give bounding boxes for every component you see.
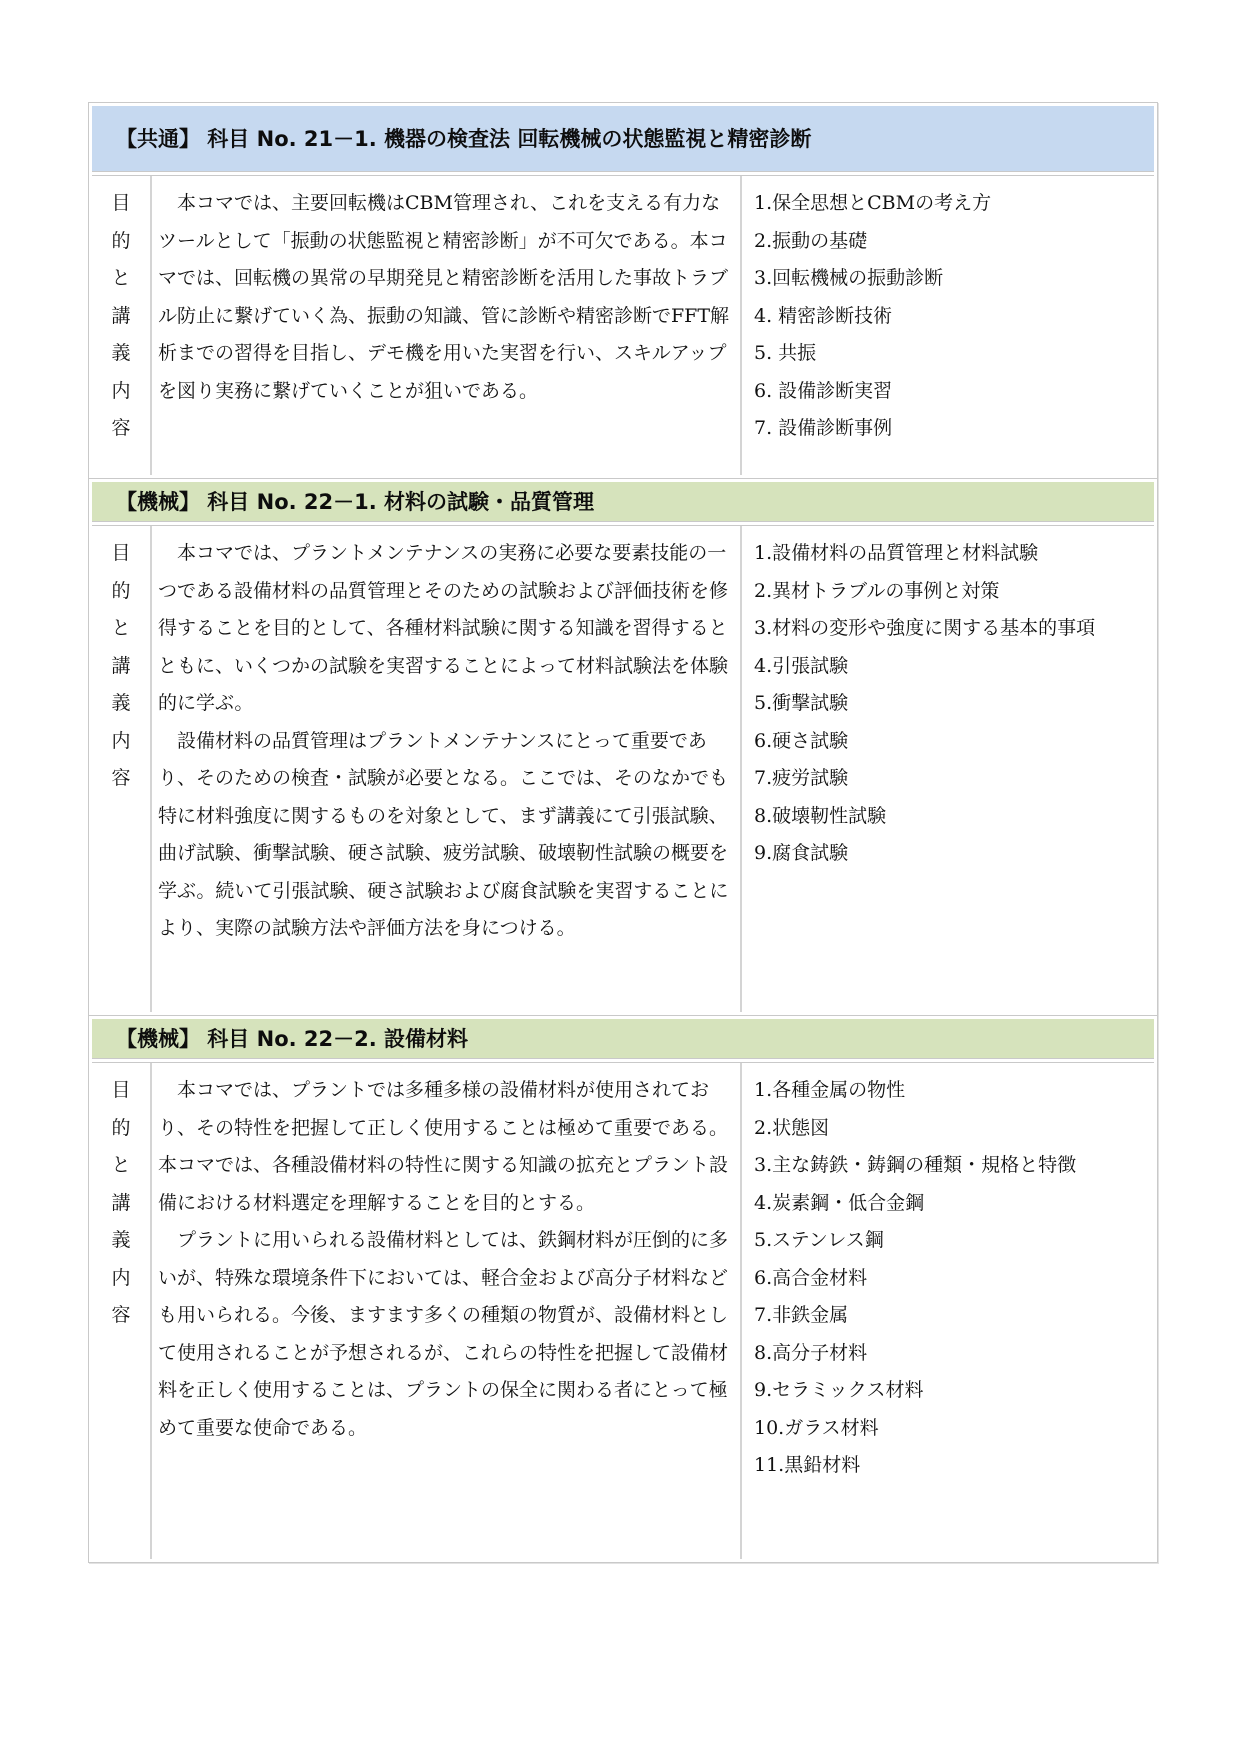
list-item: 3.主な鋳鉄・鋳鋼の種類・規格と特徴: [754, 1154, 1077, 1176]
list-item: 1.保全思想とCBMの考え方: [754, 192, 992, 214]
topic-list: [742, 1063, 1154, 1559]
purpose-label: 目 的 と 講 義 内 容: [92, 176, 152, 475]
list-item: 4.引張試験: [754, 654, 849, 677]
section-title: 【機械】 科目 No. 22－2. 設備材料: [92, 1019, 1154, 1059]
list-item: 9.セラミックス材料: [754, 1379, 924, 1401]
description: 本コマでは、プラントメンテナンスの実務に必要な要素技能の一つである設備材料の品質管理とそのための試験および評価技術を修得することを目的として、各種材料試験に関する知識を習得するとともに、いくつかの試験を実習することによって材料試験法を体験的に学ぶ。 設備材料の品質管理はプラントメンテナンスにとって重要であり、そのための検査・試験が必要となる。ここでは、そのなかでも特に材料強度に関するものを対象として、まず講義にて引張試験、曲げ試験、衝撃試験、硬さ試験、疲労試験、破壊靭性試験の概要を学ぶ。続いて引張試験、硬さ試験および腐食試験を実習することにより、実際の試験方法や評価方法を身につける。: [152, 526, 742, 1012]
list-item: 5.衝撃試験: [754, 692, 849, 714]
section-title: 【機械】 科目 No. 22－1. 材料の試験・品質管理: [92, 482, 1154, 522]
topic-list: [742, 526, 1154, 1012]
topic-list: [742, 176, 1154, 475]
section-body: [92, 175, 1154, 475]
section-equipment-materials: [89, 1019, 1157, 1559]
description: 本コマでは、プラントでは多種多様の設備材料が使用されており、その特性を把握して正しく使用することは極めて重要である。本コマでは、各種設備材料の特性に関する知識の拡充とプラント設備における材料選定を理解することを目的とする。 プラントに用いられる設備材料としては、鉄鋼材料が圧倒的に多いが、特殊な環境条件下においては、軽合金および高分子材料なども用いられる。今後、ますます多くの種類の物質が、設備材料として使用されることが予想されるが、これらの特性を把握して設備材料を正しく使用することは、プラントの保全に関わる者にとって極めて重要な使命である。: [152, 1063, 742, 1559]
list-item: 2.振動の基礎: [754, 229, 868, 252]
purpose-label: 目 的 と 講 義 内 容: [92, 526, 152, 1012]
list-item: 7.疲労試験: [754, 767, 849, 789]
course-document: [88, 102, 1158, 1563]
list-item: 5.ステンレス鋼: [754, 1229, 884, 1251]
list-item: 3.回転機械の振動診断: [754, 267, 944, 289]
list-item: 11.黒鉛材料: [754, 1454, 861, 1476]
list-item: 2.異材トラブルの事例と対策: [754, 579, 1000, 602]
section-material-testing: [89, 482, 1157, 1016]
list-item: 6.硬さ試験: [754, 729, 849, 752]
purpose-label: 目 的 と 講 義 内 容: [92, 1063, 152, 1559]
list-item: 1.各種金属の物性: [754, 1079, 906, 1101]
list-item: 7. 設備診断事例: [754, 417, 893, 439]
section-body: [92, 525, 1154, 1012]
list-item: 4.炭素鋼・低合金鋼: [754, 1191, 925, 1214]
list-item: 9.腐食試験: [754, 842, 849, 864]
list-item: 3.材料の変形や強度に関する基本的事項: [754, 617, 1096, 639]
section-rotating-machinery: [89, 106, 1157, 479]
list-item: 6. 設備診断実習: [754, 379, 893, 402]
description: 本コマでは、主要回転機はCBM管理され、これを支える有力なツールとして「振動の状態監視と精密診断」が不可欠である。本コマでは、回転機の異常の早期発見と精密診断を活用した事故トラブル防止に繋げていく為、振動の知識、管に診断や精密診断でFFT解析までの習得を目指し、デモ機を用いた実習を行い、スキルアップを図り実務に繋げていくことが狙いである。: [152, 176, 742, 475]
list-item: 6.高合金材料: [754, 1266, 868, 1289]
list-item: 1.設備材料の品質管理と材料試験: [754, 542, 1039, 564]
list-item: 4. 精密診断技術: [754, 304, 893, 327]
list-item: 8.破壊靭性試験: [754, 804, 887, 827]
list-item: 2.状態図: [754, 1116, 830, 1139]
list-item: 8.高分子材料: [754, 1341, 868, 1364]
section-title: 【共通】 科目 No. 21－1. 機器の検査法 回転機械の状態監視と精密診断: [92, 106, 1154, 172]
list-item: 10.ガラス材料: [754, 1416, 879, 1439]
list-item: 7.非鉄金属: [754, 1304, 849, 1326]
list-item: 5. 共振: [754, 342, 817, 364]
section-body: [92, 1062, 1154, 1559]
